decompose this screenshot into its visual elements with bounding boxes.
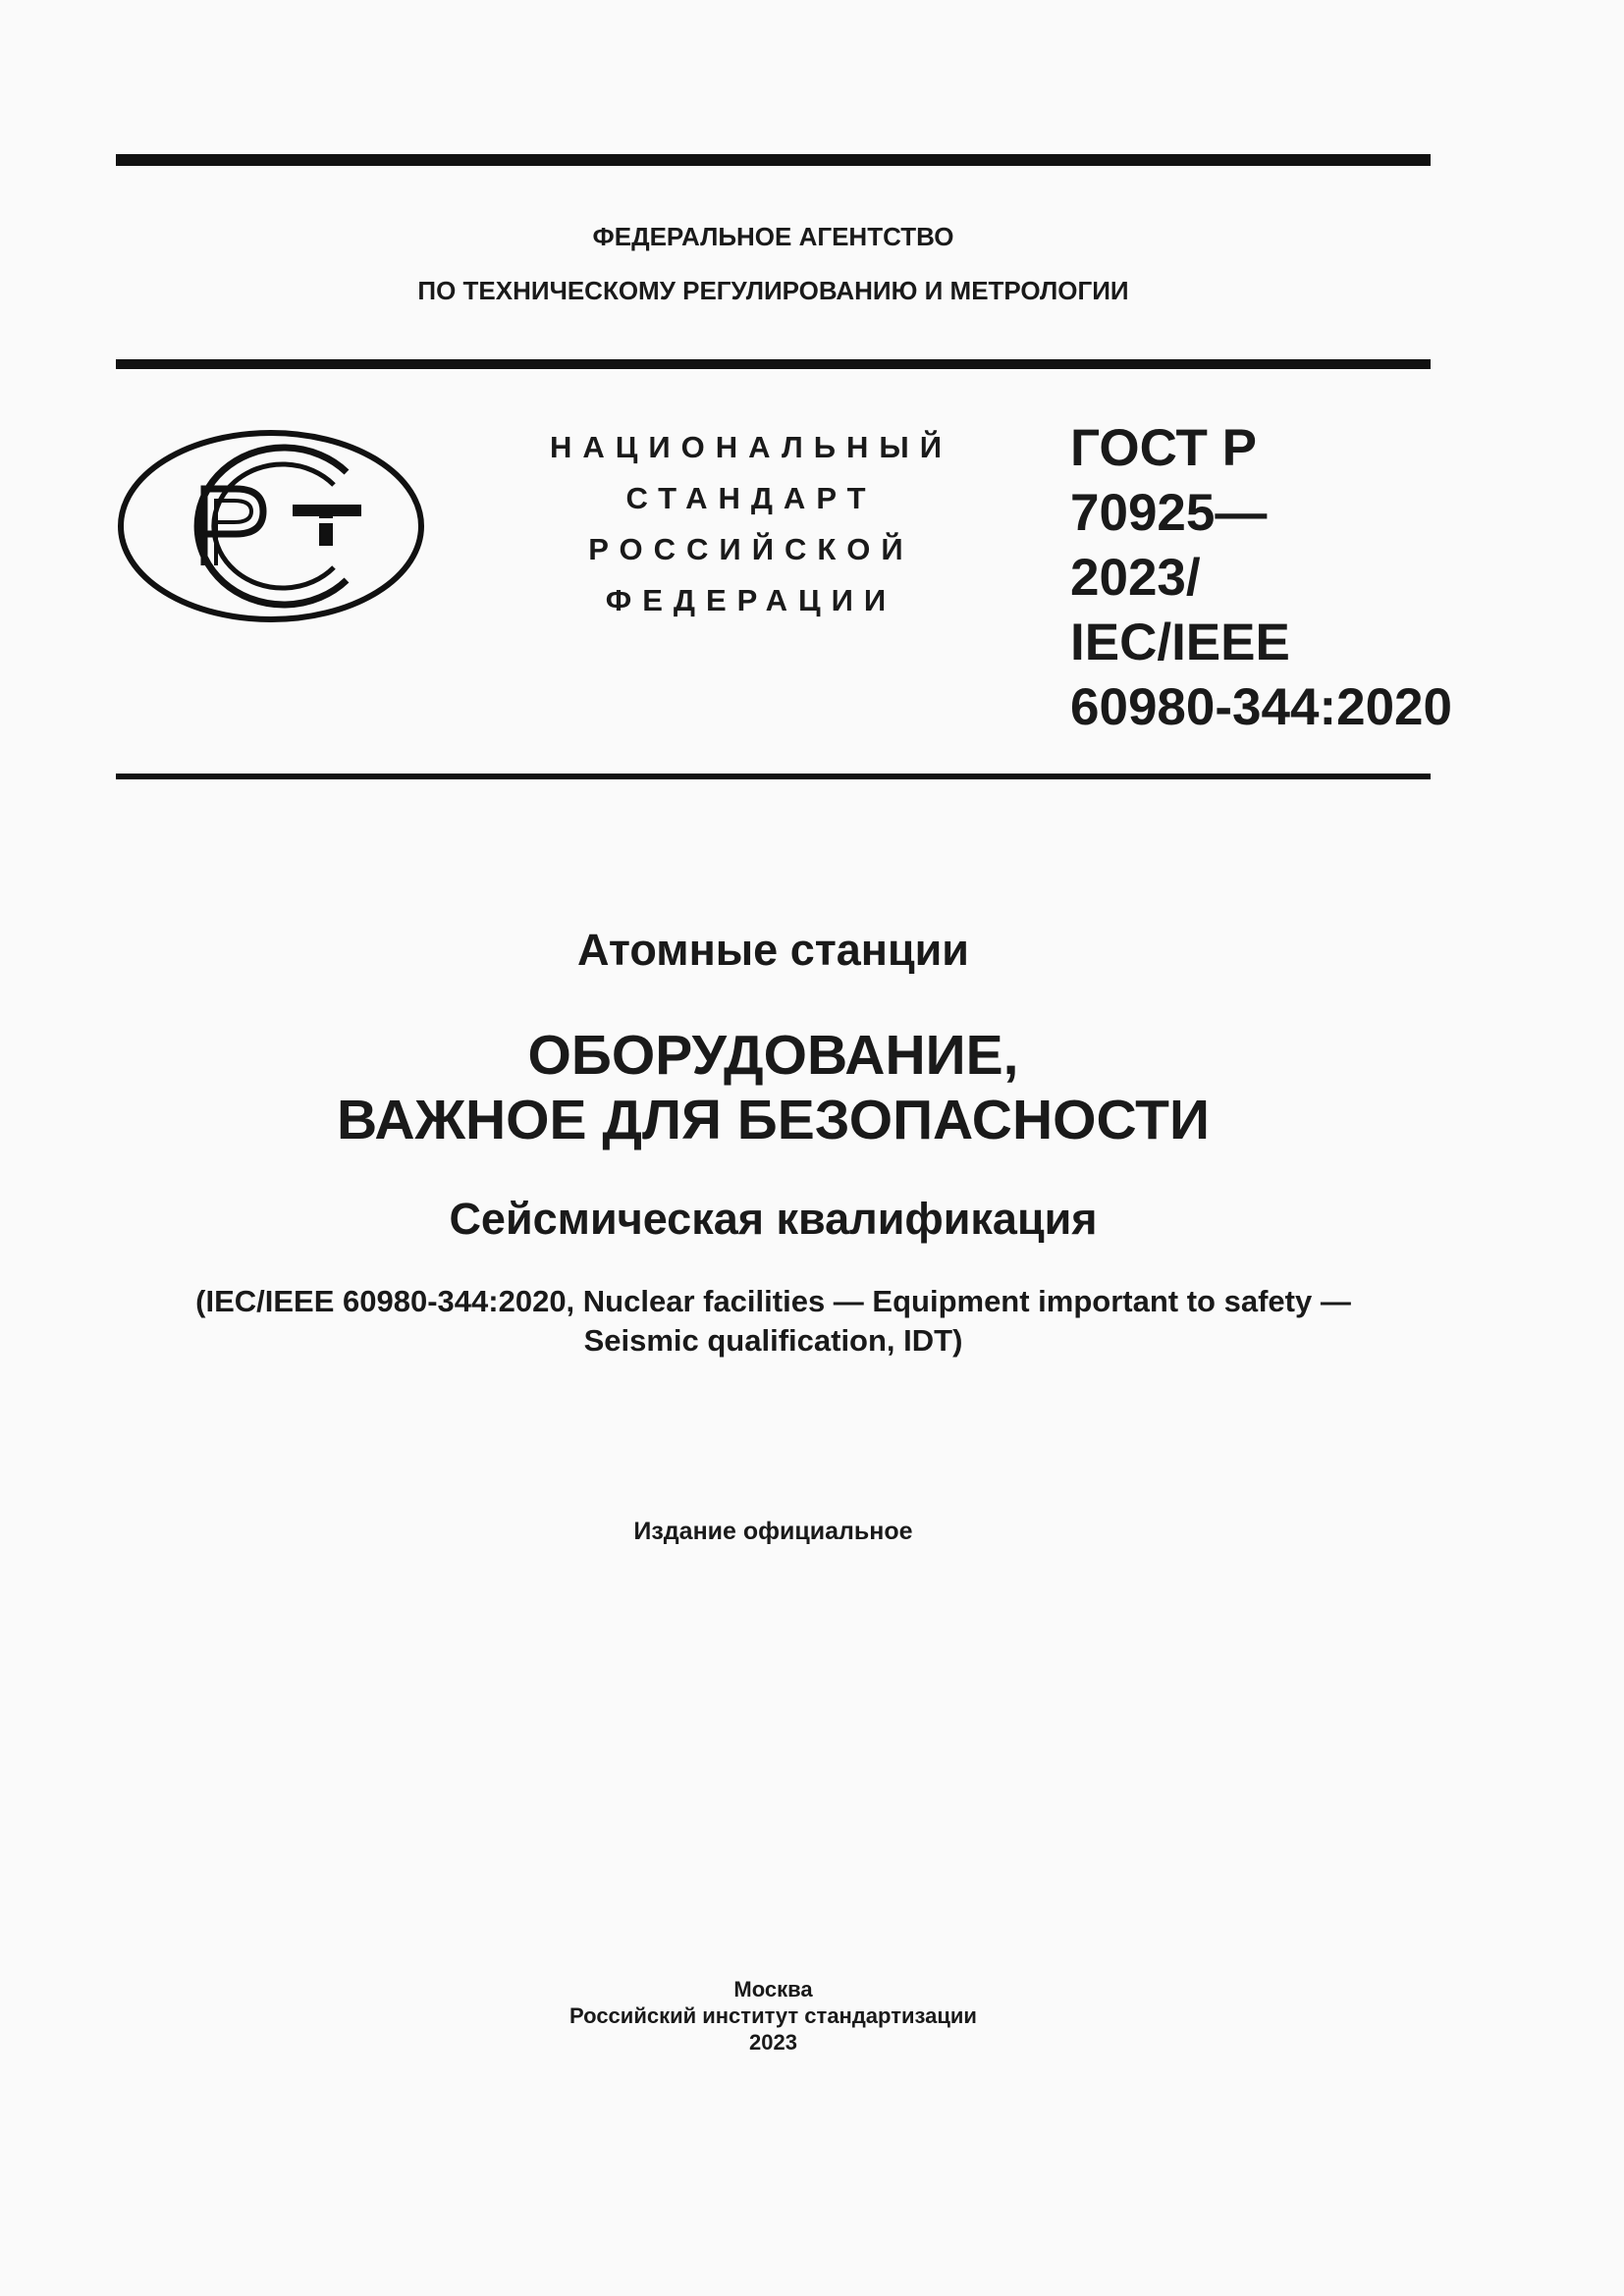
header-rule: [116, 359, 1431, 369]
top-rule: [116, 154, 1431, 166]
agency-name-line2: ПО ТЕХНИЧЕСКОМУ РЕГУЛИРОВАНИЮ И МЕТРОЛОГИИ: [417, 276, 1129, 305]
designation-line: ГОСТ Р: [1070, 419, 1257, 477]
main-title-line1: ОБОРУДОВАНИЕ,: [527, 1024, 1019, 1087]
main-title: [116, 1023, 1431, 1152]
title-subject: Атомные станции: [577, 925, 969, 975]
national-standard-label: [530, 422, 972, 626]
national-standard-line: РОССИЙСКОЙ: [588, 532, 914, 566]
national-standard-line: ФЕДЕРАЦИИ: [605, 583, 897, 617]
english-title-line1: (IEC/IEEE 60980-344:2020, Nuclear facilities — Equipment important to safety —: [195, 1284, 1351, 1318]
english-title: [116, 1282, 1431, 1361]
footer-publisher: Российский институт стандартизации: [569, 2003, 977, 2028]
designation-line: 70925—: [1070, 484, 1268, 542]
national-standard-line: СТАНДАРТ: [625, 481, 877, 515]
edition-label: Издание официальное: [633, 1518, 913, 1545]
designation-line: 60980-344:2020: [1070, 678, 1453, 736]
national-standard-line: НАЦИОНАЛЬНЫЙ: [549, 430, 953, 464]
english-title-line2: Seismic qualification, IDT): [583, 1323, 963, 1358]
footer-year: 2023: [749, 2030, 797, 2055]
footer-city: Москва: [733, 1977, 813, 2002]
rst-logo-icon: [116, 428, 426, 624]
agency-name-line1: ФЕДЕРАЛЬНОЕ АГЕНТСТВО: [592, 222, 954, 251]
designation-line: IEC/IEEE: [1070, 614, 1290, 671]
designation-line: 2023/: [1070, 549, 1201, 607]
section-rule: [116, 774, 1431, 779]
title-aspect: Сейсмическая квалификация: [449, 1194, 1098, 1244]
publisher-footer: [116, 1976, 1431, 2056]
standard-designation: [1070, 416, 1452, 740]
main-title-line2: ВАЖНОЕ ДЛЯ БЕЗОПАСНОСТИ: [337, 1089, 1210, 1151]
